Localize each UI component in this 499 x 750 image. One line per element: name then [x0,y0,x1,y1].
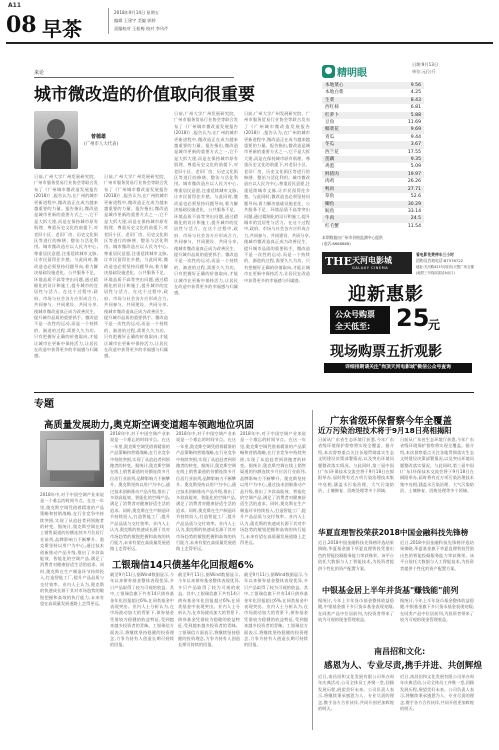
masthead [0,0,499,42]
left-story-headline: 高质量发展助力,奥克斯空调变道超车领跑地位巩固 [44,420,254,431]
left-story2-body-1: 截至9月11日,据Wind数据显示,今年以来债券基金整体表现优异,多只产品取得了较为可观的收益。其中,工银瑞信旗下共有14只债券基金年化回报超过6%,在同类基金中表现突出。业内人士分析认为,在市场波动加大的背景下,债券基金凭借较为稳健的收益特征,受到越来越多投资者的青睐。工银瑞信方面表示,将继续坚持稳健的投资理念,力争为持有人创造长期可持续的回报。 [110,572,174,648]
panel-table [322,82,424,230]
right-story3-body-2: 据统计,今年上半年货币基金整体收益稳健,中银基金旗下多只货币基金表现亮眼,在同类产品中位居前列,为投资者带来了较为可观的现金管理收益。 [400,598,474,623]
fund-row-name: 生菜 [322,97,379,104]
cinema-ad [322,250,474,385]
panel-source: 本期数据由广州市价格监测中心提供 [322,235,383,240]
fund-row-name: 青瓜 [325,134,335,140]
right-story4-headline: 南昌招和文化: [374,647,426,656]
author-title: (广州市人大代表) [84,142,119,147]
fund-table-row [322,193,424,200]
fund-table-row [322,186,424,193]
fund-row-name: 牛肉 [322,215,379,222]
fund-table-row [322,104,424,111]
author-name: 曾德雄 [91,134,107,140]
fund-row-value: 8.43 [379,97,424,104]
fund-row-value: 24.5 [379,215,424,222]
panel-logo-text: 精明眼 [337,68,367,79]
masthead-rule [6,42,493,44]
panel-date: 日期:9月13日 [412,62,439,67]
fund-row-value: 11.69 [407,120,421,126]
proof-line: 责编校对 王桂梅 校对 李风芹 [114,26,169,31]
right-story-body-1: 日前从广东省生态环境厅获悉,今年广东省级环境保护督察将实现全覆盖。据介绍,本次督察重点关注各地贯彻落实生态文明建设决策部署情况,以及突出环境问题整改落实情况。与此同时,第三届中国(广东)环保技术交流会将于9月18日在揭阳举办,届时将有近万项污染治理技术集中亮相,涵盖水污染治理、大气污染防治、土壤修复、固废处理等多个领域。 [318,437,394,494]
column-tag-rule [34,77,234,78]
fund-row-value: 26.26 [407,179,421,185]
panel-unit: 单位:元/公斤 [412,69,436,74]
fund-row-value: 4.25 [410,90,421,96]
ad-badge [330,306,390,334]
fund-table-row [322,178,424,185]
left-story2-headline: 工银瑞信14只债基年化回报超6% [112,560,254,571]
fund-row-name: 本地白菜 [325,90,344,96]
ad-logo [322,252,412,274]
ad-footer: 详细排期请关注"岗顶天河电影城"微信公众号查询 [324,363,472,373]
column-body-2: 日前,广州大学广州发展研究院、广州市服务贸易行业协会等联合发布了《广州城市微改造发展报告(2018)》,报告认为,在广州的城市更新进程中,微改造正在成为越来越重要的力量。报告指出,微改造是城市更新的重要方式之一,它不是大拆大建,而是在保持城市原有肌理、尊重历史文化的前提下,对老旧小区、老旧厂房、历史文化街区等进行的修缮、整治与活化利用。城市微改造应以人民为中心,尊重居民意愿,注重延续城市文脉,让市民留得住乡愁。与此同时,微改造也必须坚持问题导向,着力解决基础设施老化、公共服务不足、环境品质不高等突出问题,通过精细化的设计和施工,提升城市的宜居性与活力。在这个过程中,政府、市场与社会各方应形成合力,共同参与、共同建设、共同分享,使城市微改造真正成为改善民生、提升城市品质的重要抓手。微改造不是一次性的运动,而是一个持续的、渐进的过程,需要久久为功。只有把握好正确的价值取向,才能让城市在更新中保持活力,让居民在改造中获得更多的幸福感与归属感。 [104,174,168,359]
fund-row-name: 莲藕 [322,156,379,163]
ad-logo-cn: 天河电影城 [352,256,392,265]
panel-contact: (电话:8668888) [322,241,351,246]
fund-table-row [322,134,424,141]
fund-table-row [322,156,424,163]
fund-table-row [322,141,424,148]
fund-row-name: 西红柿 [325,105,339,111]
fund-table-row [322,119,424,126]
ad-logo-the: THE [325,255,352,268]
fund-row-name: 肉鸡 [325,179,335,185]
fund-row-value: 5.88 [379,112,424,119]
fund-row-value: 52.6 [410,194,421,200]
column-body-1: 日前,广州大学广州发展研究院、广州市服务贸易行业协会等联合发布了《广州城市微改造发展报告(2018)》,报告认为,在广州的城市更新进程中,微改造正在成为越来越重要的力量。报告指出,微改造是城市更新的重要方式之一,它不是大拆大建,而是在保持城市原有肌理、尊重历史文化的前提下,对老旧小区、老旧厂房、历史文化街区等进行的修缮、整治与活化利用。城市微改造应以人民为中心,尊重居民意愿,注重延续城市文脉,让市民留得住乡愁。与此同时,微改造也必须坚持问题导向,着力解决基础设施老化、公共服务不足、环境品质不高等突出问题,通过精细化的设计和施工,提升城市的宜居性与活力。在这个过程中,政府、市场与社会各方应形成合力,共同参与、共同建设、共同分享,使城市微改造真正成为改善民生、提升城市品质的重要抓手。微改造不是一次性的运动,而是一个持续的、渐进的过程,需要久久为功。只有把握好正确的价值取向,才能让城市在更新中保持活力,让居民在改造中获得更多的幸福感与归属感。 [34,174,98,359]
panel-logo [322,64,367,79]
fund-row-name: 草鱼 [325,194,335,200]
left-story-body-2: 2018年中,对于中国空调产业来说是一个难忘的时间节点。在这一年里,奥克斯空调凭借着精准的产品策略和营销战略,在行业竞争中持续突围,实现了从追赶者到领跑者的转变。据统计,奥克斯空调在线上销售渠道的份额连续多月位居行业前列,品牌影响力不断攀升。奥克斯坚持以用户为中心,通过技术创新推动产品升级,推出了多款高能效、智能化的空调产品,满足了消费者对健康舒适生活的追求。同时,奥克斯在生产制造环节持续投入,打造智能工厂,提升产品品质与交付效率。业内人士认为,奥克斯的快速成长源于其对市场趋势的敏锐把握和高效的执行能力,未来有望在高质量发展道路上走得更远。 [176,431,236,551]
fund-row-value: 17.55 [407,149,421,155]
right-story2-body-2: 近日,2018中国金融科技先锋榜评选结果揭晓,华夏基金旗下华夏直理智投凭借出色的智能投顾服务能力荣获殊荣。该平台依托大数据与人工智能技术,为投资者提供个性化的资产配置方案。 [400,540,474,571]
ad-info [416,252,474,276]
fund-table-row [322,126,424,133]
fund-table-row [322,171,424,178]
fund-row-value: 11.54 [407,223,421,229]
ad-price-unit: 元 [428,318,441,332]
ad-logo-en: GALAXY CINEMA [352,266,389,270]
fund-row-name: 红毛蟹 [325,223,339,229]
fund-table-row [322,149,424,156]
section-tag: 专题 [34,399,54,410]
right-story4-body-1: 近日,南昌招和文化发展有限公司举办周年庆典活动,公司全体员工齐聚一堂,回顾发展历程,展望美好未来。公司负责人表示,将继续秉承感恩为人、专业尽责的理念,携手各方合作伙伴,共同开创更加辉煌的明天。 [318,674,394,712]
fund-row-value: 9.35 [379,156,424,163]
fund-table-row [322,89,424,96]
left-story-body-4: 2018年中,对于中国空调产业来说是一个难忘的时间节点。在这一年里,奥克斯空调凭借着精准的产品策略和营销战略,在行业竞争中持续突围,实现了从追赶者到领跑者的转变。据统计,奥克斯空调在线上销售渠道的份额连续多月位居行业前列,品牌影响力不断攀升。奥克斯坚持以用户为中心,通过技术创新推动产品升级,推出了多款高能效、智能化的空调产品,满足了消费者对健康舒适生活的追求。同时,奥克斯在生产制造环节持续投入,打造智能工厂,提升产品品质与交付效率。业内人士认为,奥克斯的快速成长源于其对市场趋势的敏锐把握和高效的执行能力,未来有望在高质量发展道路上走得更远。 [240,431,306,545]
fund-row-value: 9.69 [379,126,424,133]
fund-row-value: 30.29 [379,201,424,208]
right-story2-headline: 华夏直理智投荣获2018中国金融科技先锋榜 [318,528,469,537]
right-story-subhead: 近万污染治理技术将于9月18日亮相揭阳 [318,426,452,435]
fund-row-name: 西兰花 [325,149,339,155]
right-story2-body-1: 近日,2018中国金融科技先锋榜评选结果揭晓,华夏基金旗下华夏直理智投凭借出色的智能投顾服务能力荣获殊荣。该平台依托大数据与人工智能技术,为投资者提供个性化的资产配置方案。 [318,540,394,571]
bottom-rule [34,392,474,393]
ad-price: 25 [396,304,430,332]
fund-row-name: 本地菜心 [322,82,379,89]
fund-row-name: 豆角 [325,120,335,126]
ad-promo: 现场购票五折观影 [330,344,442,360]
column-tag: 来论 [34,70,45,76]
fund-row-value: 3.67 [379,141,424,148]
fund-row-name: 红萝卜 [322,112,379,119]
fund-row-name: 椰菜花 [322,126,379,133]
right-story3-body-1: 据统计,今年上半年货币基金整体收益稳健,中银基金旗下多只货币基金表现亮眼,在同类产品中位居前列,为投资者带来了较为可观的现金管理收益。 [318,598,394,623]
fund-row-value: 5.09 [410,164,421,170]
ad-title: 迎新惠影 [348,284,424,305]
section-title: 早茶 [42,17,82,41]
editor-line: 编辑 王建宇 美编 郭婷 [114,18,156,23]
fund-row-name: 冬瓜 [322,141,379,148]
left-story2-body-3: 截至9月11日,据Wind数据显示,今年以来债券基金整体表现优异,多只产品取得了较为可观的收益。其中,工银瑞信旗下共有14只债券基金年化回报超过6%,在同类基金中表现突出。业内人士分析认为,在市场波动加大的背景下,债券基金凭借较为稳健的收益特征,受到越来越多投资者的青睐。工银瑞信方面表示,将继续坚持稳健的投资理念,力争为持有人创造长期可持续的回报。 [244,572,308,648]
ad-info-1: 看电影免费停车三小时 [416,252,454,257]
column-body-3: 日前,广州大学广州发展研究院、广州市服务贸易行业协会等联合发布了《广州城市微改造发展报告(2018)》,报告认为,在广州的城市更新进程中,微改造正在成为越来越重要的力量。报告指出,微改造是城市更新的重要方式之一,它不是大拆大建,而是在保持城市原有肌理、尊重历史文化的前提下,对老旧小区、老旧厂房、历史文化街区等进行的修缮、整治与活化利用。城市微改造应以人民为中心,尊重居民意愿,注重延续城市文脉,让市民留得住乡愁。与此同时,微改造也必须坚持问题导向,着力解决基础设施老化、公共服务不足、环境品质不高等突出问题,通过精细化的设计和施工,提升城市的宜居性与活力。在这个过程中,政府、市场与社会各方应形成合力,共同参与、共同建设、共同分享,使城市微改造真正成为改善民生、提升城市品质的重要抓手。微改造不是一次性的运动,而是一个持续的、渐进的过程,需要久久为功。只有把握好正确的价值取向,才能让城市在更新中保持活力,让居民在改造中获得更多的幸福感与归属感。 [174,111,238,296]
page-prefix: A11 [8,2,21,9]
column-body-4: 日前,广州大学广州发展研究院、广州市服务贸易行业协会等联合发布了《广州城市微改造发展报告(2018)》,报告认为,在广州的城市更新进程中,微改造正在成为越来越重要的力量。报告指出,微改造是城市更新的重要方式之一,它不是大拆大建,而是在保持城市原有肌理、尊重历史文化的前提下,对老旧小区、老旧厂房、历史文化街区等进行的修缮、整治与活化利用。城市微改造应以人民为中心,尊重居民意愿,注重延续城市文脉,让市民留得住乡愁。与此同时,微改造也必须坚持问题导向,着力解决基础设施老化、公共服务不足、环境品质不高等突出问题,通过精细化的设计和施工,提升城市的宜居性与活力。在这个过程中,政府、市场与社会各方应形成合力,共同参与、共同建设、共同分享,使城市微改造真正成为改善民生、提升城市品质的重要抓手。微改造不是一次性的运动,而是一个持续的、渐进的过程,需要久久为功。只有把握好正确的价值取向,才能让城市在更新中保持活力,让居民在改造中获得更多的幸福感与归属感。 [244,111,310,283]
ad-info-2: 团购及咨询电话:87576722 [416,258,464,263]
right-story-body-2: 日前从广东省生态环境厅获悉,今年广东省级环境保护督察将实现全覆盖。据介绍,本次督察重点关注各地贯彻落实生态文明建设决策部署情况,以及突出环境问题整改落实情况。与此同时,第三届中国(广东)环保技术交流会将于9月18日在揭阳举办,届时将有近万项污染治理技术集中亮相,涵盖水污染治理、大气污染防治、土壤修复、固废处理等多个领域。 [400,437,474,494]
fund-row-value: 9.56 [379,82,424,89]
fund-row-value: 9.44 [410,134,421,140]
fund-row-value: 27.71 [379,186,424,193]
fund-row-name: 鲩鱼 [325,208,335,214]
fund-table-row [322,215,424,222]
ad-badge-line1: 公众号购票 [335,310,375,319]
fund-row-name: 鸡蛋 [325,164,335,170]
left-story-body-3: 2018年中,对于中国空调产业来说是一个难忘的时间节点。在这一年里,奥克斯空调凭借着精准的产品策略和营销战略,在行业竞争中持续突围,实现了从追赶者到领跑者的转变。据统计,奥克斯空调在线上销售渠道的份额连续多月位居行业前列,品牌影响力不断攀升。奥克斯坚持以用户为中心,通过技术创新推动产品升级,推出了多款高能效、智能化的空调产品,满足了消费者对健康舒适生活的追求。同时,奥克斯在生产制造环节持续投入,打造智能工厂,提升产品品质与交付效率。业内人士认为,奥克斯的快速成长源于其对市场趋势的敏锐把握和高效的执行能力,未来有望在高质量发展道路上走得更远。 [40,492,104,606]
fund-row-name: 鲜猪肉 [322,171,379,178]
ad-info-3: 地址:天河路423号(原首)天银广场五楼 [416,265,474,269]
ad-badge-line2: 全天低至: [335,322,371,331]
page-number: 08 [6,12,37,38]
fund-row-name: 鲫鱼 [322,201,379,208]
column-headline: 城市微改造的价值取向很重要 [34,85,255,105]
fund-row-value: 19.97 [379,171,424,178]
fund-table-row [322,82,424,89]
right-story4-body-2: 近日,南昌招和文化发展有限公司举办周年庆典活动,公司全体员工齐聚一堂,回顾发展历程,展望美好未来。公司负责人表示,将继续秉承感恩为人、专业尽责的理念,携手各方合作伙伴,共同开创更加辉煌的明天。 [400,674,474,712]
fund-table-row [322,97,424,104]
fund-table-row [322,208,424,215]
fund-panel [322,60,474,246]
fund-row-value: 33.14 [407,208,421,214]
fund-table-row [322,112,424,119]
right-story3-headline: 中银基金居上半年并货基"赚钱能"前列 [322,586,459,595]
fund-table-row [322,201,424,208]
fund-row-name: 鸭肉 [322,186,379,193]
masthead-divider [108,8,109,34]
column-divider [312,410,313,730]
author-photo [34,111,78,169]
right-story-headline: 广东省级环保督察今年全覆盖 [330,416,452,427]
fund-table-row [322,163,424,170]
left-story2-body-2: 截至9月11日,据Wind数据显示,今年以来债券基金整体表现优异,多只产品取得了较为可观的收益。其中,工银瑞信旗下共有14只债券基金年化回报超过6%,在同类基金中表现突出。业内人士分析认为,在市场波动加大的背景下,债券基金凭借较为稳健的收益特征,受到越来越多投资者的青睐。工银瑞信方面表示,将继续坚持稳健的投资理念,力争为持有人创造长期可持续的回报。 [178,572,240,648]
fund-table [322,82,424,230]
eye-icon: ● [322,65,335,78]
left-story-body-1: 2018年中,对于中国空调产业来说是一个难忘的时间节点。在这一年里,奥克斯空调凭借着精准的产品策略和营销战略,在行业竞争中持续突围,实现了从追赶者到领跑者的转变。据统计,奥克斯空调在线上销售渠道的份额连续多月位居行业前列,品牌影响力不断攀升。奥克斯坚持以用户为中心,通过技术创新推动产品升级,推出了多款高能效、智能化的空调产品,满足了消费者对健康舒适生活的追求。同时,奥克斯在生产制造环节持续投入,打造智能工厂,提升产品品质与交付效率。业内人士认为,奥克斯的快速成长源于其对市场趋势的敏锐把握和高效的执行能力,未来有望在高质量发展道路上走得更远。 [110,431,170,551]
ad-info-4: (地铁三号线岗顶站A出口) [416,271,455,275]
left-story-photo [40,431,104,487]
right-story4-subhead: 感恩为人、专业尽责,携手并进、共创辉煌 [324,661,482,671]
fund-table-row [322,223,424,230]
fund-row-value: 6.81 [410,105,421,111]
date-line: 2018年9月14日 星期五 [114,10,160,15]
